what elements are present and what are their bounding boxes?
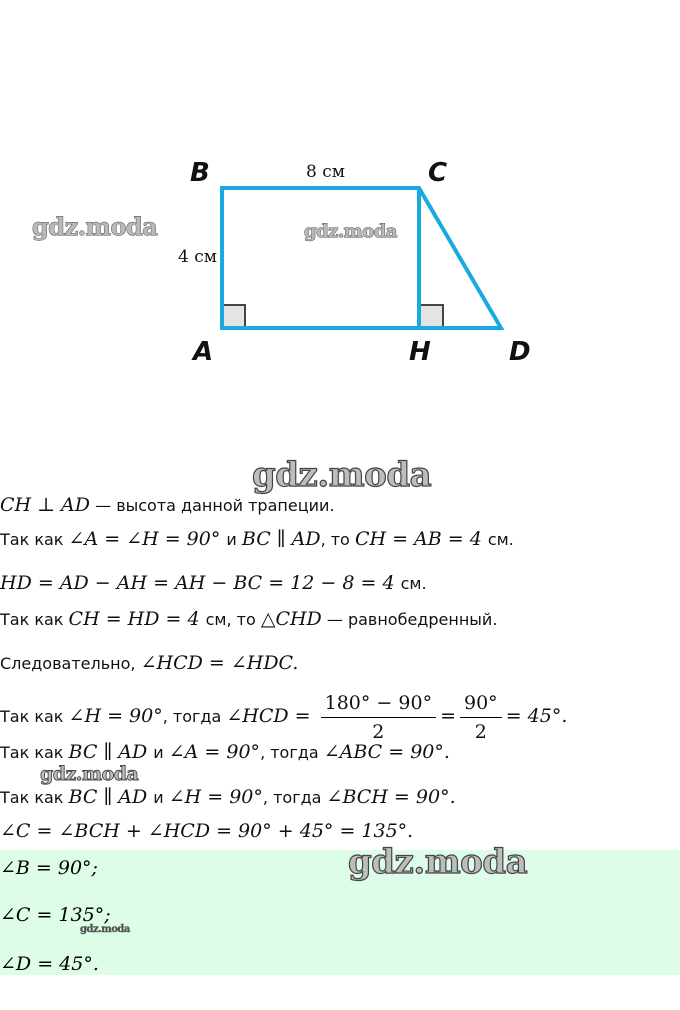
right-angle-a <box>222 305 245 328</box>
text: Так как <box>0 743 69 762</box>
fraction-numerator: 180° − 90° <box>321 691 436 718</box>
fraction <box>460 691 502 744</box>
math-expression: ∠HCD = ∠HDC. <box>140 652 299 674</box>
answer-line-3: ∠D = 45°. <box>0 953 99 975</box>
solution-line-8 <box>0 786 456 809</box>
math-expression: CH = AB = 4 <box>354 528 488 550</box>
point-label-b: B <box>190 158 210 188</box>
text: и <box>153 788 169 807</box>
math-expression: ∠BCH = 90°. <box>326 786 456 808</box>
math-expression: CH = HD = 4 <box>68 608 206 630</box>
text: , тогда <box>162 707 227 726</box>
length-label-ab: 4 см <box>178 247 217 267</box>
point-label-a: A <box>193 337 214 367</box>
text: Следовательно, <box>0 654 141 673</box>
right-angle-h <box>420 305 443 328</box>
math-expression: ∠C = ∠BCH + ∠HCD = 90° + 45° = 135°. <box>0 820 414 842</box>
text: см. <box>487 530 514 549</box>
solution-line-1 <box>0 494 334 517</box>
text: Так как <box>0 610 69 629</box>
text: — высота данной трапеции. <box>90 496 335 515</box>
fraction <box>321 691 436 744</box>
math-expression: HD = AD − AH = AH − BC = 12 − 8 = 4 <box>0 572 401 594</box>
answer-line-1: ∠B = 90°; <box>0 857 98 879</box>
math-expression: = 45°. <box>505 705 568 727</box>
solution-line-5 <box>0 652 298 675</box>
text: и <box>226 530 242 549</box>
math-expression: ∠H = 90° <box>168 786 263 808</box>
text: — равнобедренный. <box>321 610 498 629</box>
trapezoid-figure <box>0 0 680 420</box>
text: и <box>153 743 169 762</box>
fraction-numerator: 90° <box>460 691 502 718</box>
math-expression: ∠A = ∠H = 90° <box>68 528 227 550</box>
watermark: gdz.moda <box>80 924 130 935</box>
watermark: gdz.moda <box>32 212 158 241</box>
answer-line-2: ∠C = 135°; <box>0 904 111 926</box>
length-label-bc: 8 см <box>306 162 345 182</box>
math-expression: △CHD <box>260 608 322 630</box>
text: Так как <box>0 788 69 807</box>
watermark: gdz.moda <box>252 455 432 495</box>
point-label-h: H <box>409 337 431 367</box>
solution-line-4 <box>0 608 497 631</box>
watermark: gdz.moda <box>348 842 528 882</box>
solution-line-3 <box>0 572 427 595</box>
trapezoid-abcd <box>222 188 501 328</box>
math-expression: ∠ABC = 90°. <box>323 741 450 763</box>
text: , то <box>320 530 355 549</box>
equals-sign: = <box>440 705 456 727</box>
math-expression: BC ∥ AD <box>68 786 154 808</box>
math-expression: ∠HCD = <box>226 705 317 727</box>
text: см, то <box>205 610 261 629</box>
math-expression: CH ⊥ AD <box>0 494 91 516</box>
watermark: gdz.moda <box>40 763 139 785</box>
text: , тогда <box>262 788 327 807</box>
solution-line-2 <box>0 528 514 551</box>
solution-line-7 <box>0 741 450 764</box>
text: , тогда <box>260 743 324 762</box>
math-expression: BC ∥ AD <box>68 741 154 763</box>
text: Так как <box>0 530 69 549</box>
text: см. <box>400 574 427 593</box>
point-label-d: D <box>509 337 531 367</box>
fraction-denominator: 2 <box>474 721 487 743</box>
math-expression: ∠A = 90° <box>168 741 261 763</box>
math-expression: BC ∥ AD <box>241 528 321 550</box>
solution-line-9 <box>0 820 413 843</box>
point-label-c: C <box>428 158 448 188</box>
math-expression: ∠H = 90° <box>68 705 163 727</box>
solution-line-6 <box>0 688 567 745</box>
watermark: gdz.moda <box>304 221 397 242</box>
text: Так как <box>0 707 69 726</box>
fraction-denominator: 2 <box>372 721 385 743</box>
